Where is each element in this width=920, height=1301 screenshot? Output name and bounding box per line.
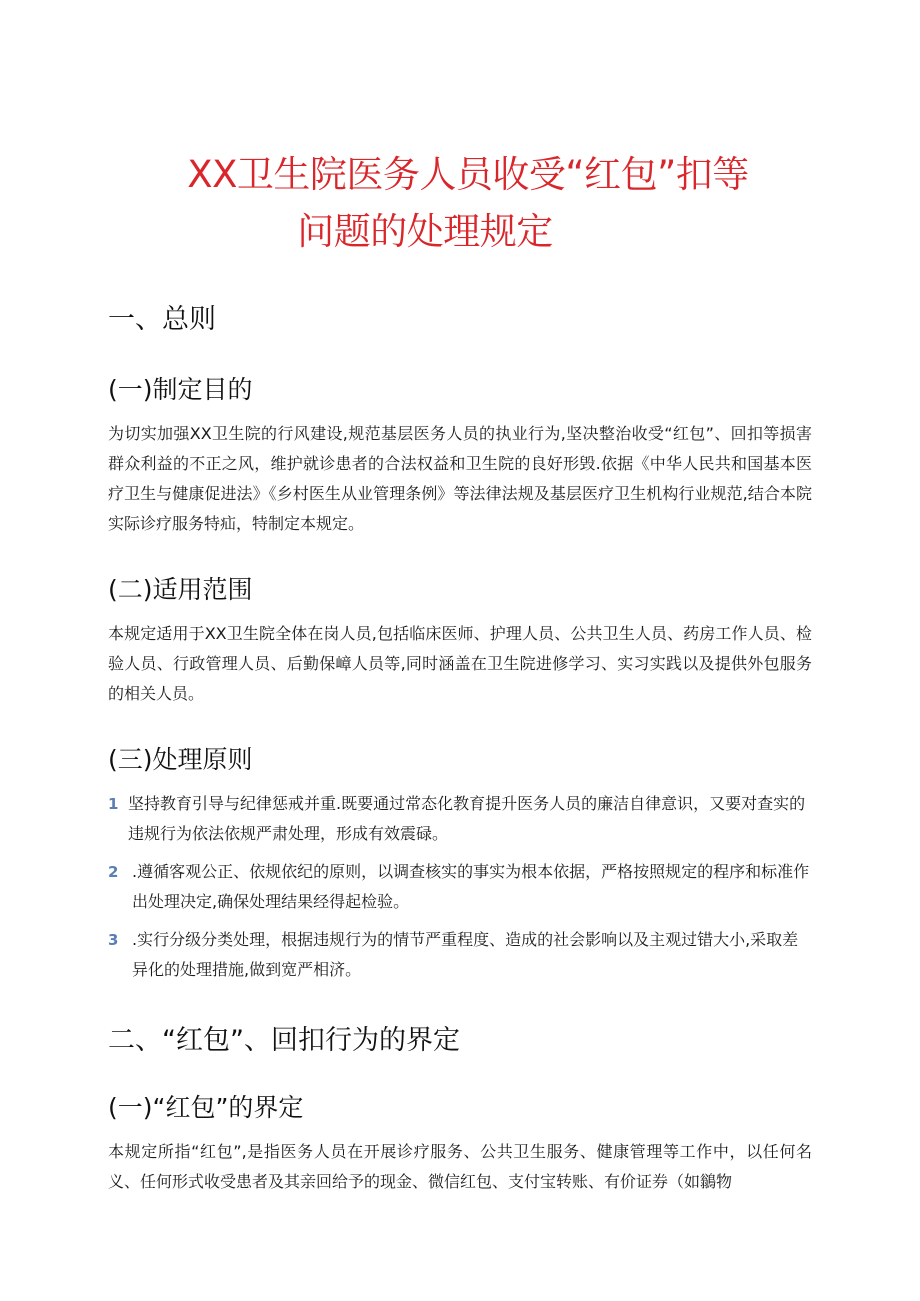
list-item [108, 857, 812, 917]
section-1-1-heading: (一)制定目的 [108, 375, 253, 404]
document-title-line-1: XX卫生院医务人员收受“红包”扣等 [187, 153, 749, 196]
section-1-3-heading: (三)处理原则 [108, 745, 253, 774]
list-number: 3 [108, 931, 119, 949]
list-item-text: .实行分级分类处理，根据违规行为的情节严重程度、造成的社会影响以及主观过错大小,采取差异化的处理措施,做到宽严相济。 [132, 930, 799, 979]
list-number: 2 [108, 863, 119, 881]
section-1-heading: 一、总则 [108, 304, 216, 335]
principles-list [108, 789, 812, 985]
section-2-heading: 二、“红包”、回扣行为的界定 [108, 1025, 460, 1056]
section-1-1-paragraph: 为切实加强XX卫生院的行风建设,规范基层医务人员的执业行为,坚决整治收受“红包”、回扣等损害群众利益的不正之风，维护就诊患者的合法权益和卫生院的良好形毁.依据《中华人民共和国基本医疗卫生与健康促进法》《乡村医生从业管理条例》等法律法规及基层医疗卫生机构行业规范,结合本院实际诊疗服务特疝，特制定本规定。 [108, 424, 812, 533]
document-title-line-2: 问题的处理规定 [297, 210, 553, 253]
document-title [108, 0, 812, 260]
list-item [108, 789, 812, 849]
section-1-2-heading: (二)适用范围 [108, 575, 253, 604]
list-item-text: .遵循客观公正、依规依纪的原则，以调查核实的事实为根本依据，严格按照规定的程序和标准作出处理决定,确保处理结果经得起检验。 [132, 862, 810, 911]
list-number: 1 [108, 795, 119, 813]
section-2-1-paragraph: 本规定所指“红包”,是指医务人员在开展诊疗服务、公共卫生服务、健康管理等工作中，以任何名义、任何形式收受患者及其亲回给予的现金、微信红包、支付宝转账、有价证券（如鶲物 [108, 1142, 812, 1191]
list-item [108, 925, 812, 985]
section-2-1-heading: (一)“红包”的界定 [108, 1093, 304, 1122]
list-item-text: 坚持教育引导与纪律惩戒并重.既要通过常态化教育提升医务人员的廉洁自律意识，又要对查实的违规行为依法依规严肃处理，形成有效震碌。 [128, 794, 806, 843]
section-1-2-paragraph: 本规定适用于XX卫生院全体在岗人员,包括临床医师、护理人员、公共卫生人员、药房工作人员、检验人员、行政管理人员、后勤保嶂人员等,同时涵盖在卫生院进修学习、实习实践以及提供外包服务的相关人员。 [108, 624, 812, 703]
